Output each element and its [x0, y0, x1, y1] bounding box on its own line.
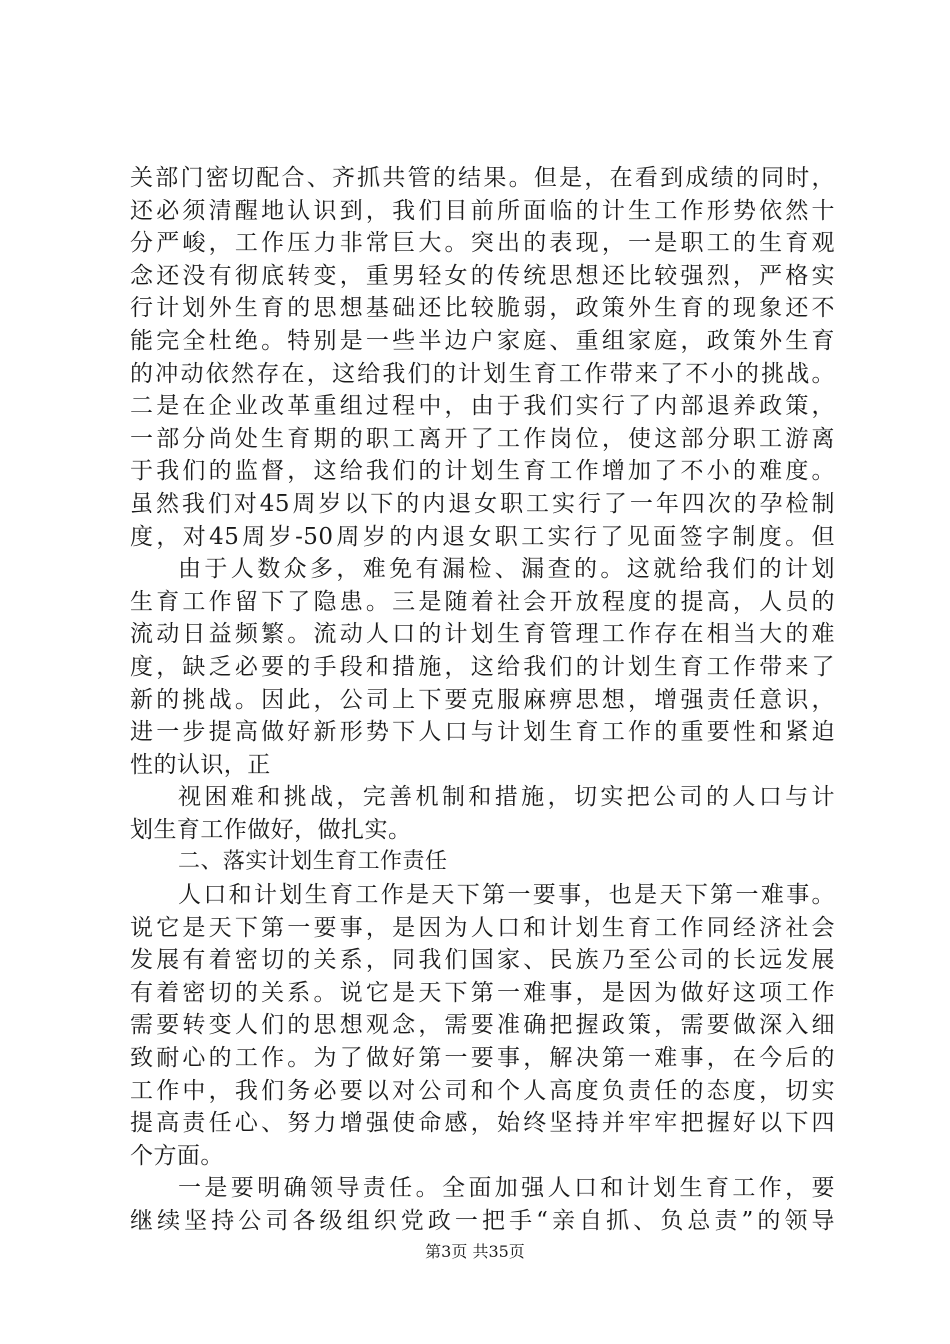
- text-line: 一部分尚处生育期的职工离开了工作岗位，使这部分职工游离: [130, 425, 835, 452]
- text-line: 还必须清醒地认识到，我们目前所面临的计生工作形势依然十: [130, 197, 835, 224]
- text-line: 度，对45周岁-50周岁的内退女职工实行了见面签字制度。但: [130, 523, 835, 550]
- page-footer: [0, 1242, 950, 1262]
- paragraph: [130, 879, 835, 1172]
- document-page: [130, 162, 835, 1238]
- paragraph: [130, 553, 835, 781]
- text-line: 行计划外生育的思想基础还比较脆弱，政策外生育的现象还不: [130, 295, 835, 322]
- text-line: 由于人数众多，难免有漏检、漏查的。这就给我们的计划: [178, 556, 835, 583]
- text-line: 关部门密切配合、齐抓共管的结果。但是，在看到成绩的同时，: [130, 165, 835, 191]
- paragraph: [130, 1172, 835, 1237]
- text-line: 视困难和挑战，完善机制和措施，切实把公司的人口与计: [178, 784, 835, 811]
- text-line: 说它是天下第一要事，是因为人口和计划生育工作同经济社会: [130, 914, 835, 941]
- text-line: 于我们的监督，这给我们的计划生育工作增加了不小的难度。: [130, 458, 835, 485]
- text-line: 分严峻，工作压力非常巨大。突出的表现，一是职工的生育观: [130, 230, 835, 257]
- paragraph: [130, 781, 835, 846]
- text-line: 进一步提高做好新形势下人口与计划生育工作的重要性和紧迫: [130, 719, 835, 746]
- text-line: 人口和计划生育工作是天下第一要事，也是天下第一难事。: [178, 882, 835, 909]
- text-line: 个方面。: [130, 1142, 224, 1169]
- text-line: 度，缺乏必要的手段和措施，这给我们的计划生育工作带来了: [130, 653, 835, 680]
- text-line: 念还没有彻底转变，重男轻女的传统思想还比较强烈，严格实: [130, 262, 835, 289]
- text-line: 生育工作留下了隐患。三是随着社会开放程度的提高，人员的: [130, 588, 835, 615]
- paragraph: [130, 162, 835, 553]
- section-heading: [130, 846, 835, 879]
- text-line: 发展有着密切的关系，同我们国家、民族乃至公司的长远发展: [130, 947, 835, 974]
- text-line: 流动日益频繁。流动人口的计划生育管理工作存在相当大的难: [130, 621, 835, 648]
- text-line: 一是要明确领导责任。全面加强人口和计划生育工作，要: [178, 1175, 835, 1202]
- text-line: 有着密切的关系。说它是天下第一难事，是因为做好这项工作: [130, 979, 835, 1006]
- text-line: 的冲动依然存在，这给我们的计划生育工作带来了不小的挑战。: [130, 360, 835, 387]
- text-line: 需要转变人们的思想观念，需要准确把握政策，需要做深入细: [130, 1012, 835, 1039]
- text-line: 继续坚持公司各级组织党政一把手“亲自抓、负总责”的领导: [130, 1208, 835, 1234]
- section-heading-text: 二、落实计划生育工作责任: [178, 849, 448, 875]
- text-line: 新的挑战。因此，公司上下要克服麻痹思想，增强责任意识，: [130, 686, 835, 713]
- text-line: 能完全杜绝。特别是一些半边户家庭、重组家庭，政策外生育: [130, 327, 835, 354]
- text-line: 提高责任心、努力增强使命感，始终坚持并牢牢把握好以下四: [130, 1110, 835, 1137]
- text-line: 工作中，我们务必要以对公司和个人高度负责任的态度，切实: [130, 1077, 835, 1104]
- text-line: 划生育工作做好，做扎实。: [130, 816, 412, 843]
- text-line: 虽然我们对45周岁以下的内退女职工实行了一年四次的孕检制: [130, 490, 835, 517]
- text-line: 致耐心的工作。为了做好第一要事，解决第一难事，在今后的: [130, 1045, 835, 1072]
- text-line: 二是在企业改革重组过程中，由于我们实行了内部退养政策，: [130, 393, 835, 420]
- text-line: 性的认识，正: [130, 751, 271, 778]
- page-number: 第3页 共35页: [425, 1242, 525, 1261]
